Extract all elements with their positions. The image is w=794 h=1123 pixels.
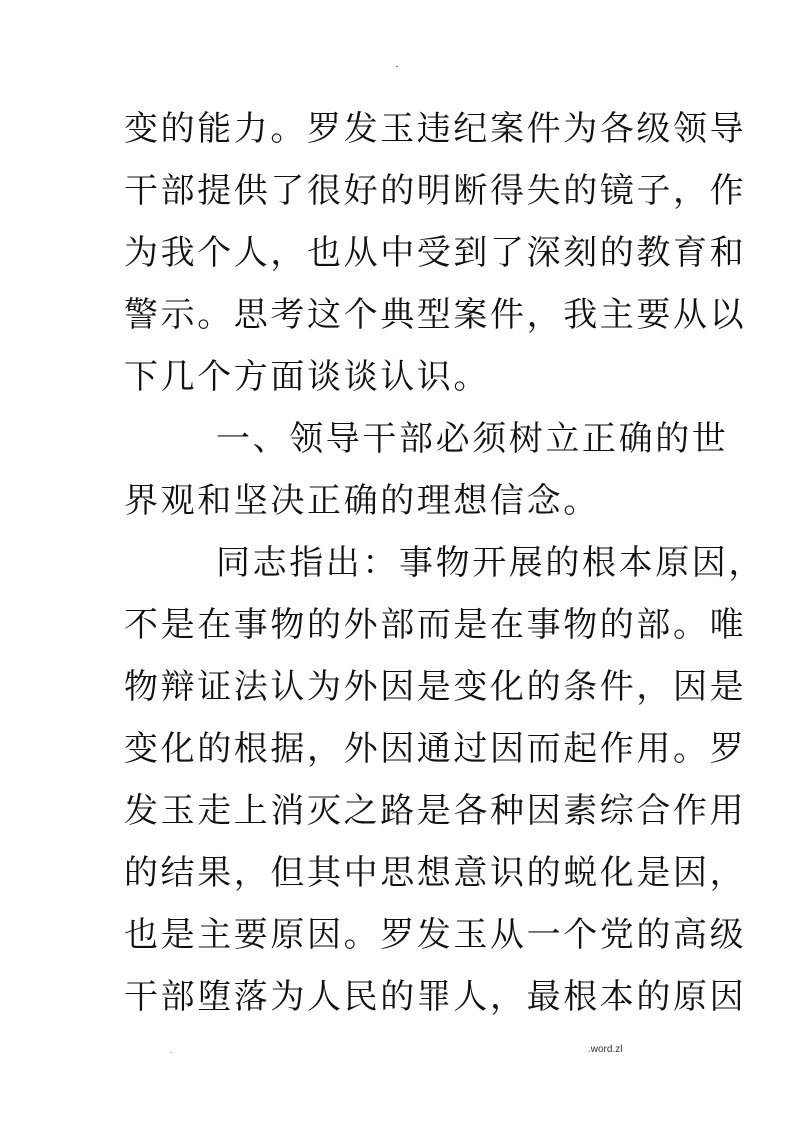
text-line: 同志指出：事物开展的根本原因，: [216, 543, 765, 583]
header-mark: -: [395, 61, 399, 71]
text-line: 变的能力。罗发玉违纪案件为各级领导: [124, 109, 747, 149]
text-line: 干部提供了很好的明断得失的镜子，作: [124, 171, 747, 211]
text-line: 为我个人，也从中受到了深刻的教育和: [124, 233, 747, 273]
text-line: 也是主要原因。罗发玉从一个党的高级: [124, 915, 747, 955]
text-line: 发玉走上消灭之路是各种因素综合作用: [124, 791, 747, 831]
text-line: 不是在事物的外部而是在事物的部。唯: [124, 605, 747, 645]
text-line: 的结果，但其中思想意识的蜕化是因，: [124, 853, 747, 893]
document-body: [124, 98, 765, 1028]
text-line: 变化的根据，外因通过因而起作用。罗: [124, 729, 747, 769]
text-line: 警示。思考这个典型案件，我主要从以: [124, 295, 747, 335]
footer-left-mark: .: [170, 1046, 173, 1055]
section-heading-line: 界观和坚决正确的理想信念。: [124, 481, 600, 521]
text-line: 下几个方面谈谈认识。: [124, 357, 490, 397]
text-line: 干部堕落为人民的罪人，最根本的原因: [124, 977, 747, 1017]
footer-watermark-text: .word.zl: [588, 1044, 623, 1055]
section-heading-line: 一、领导干部必须树立正确的世: [216, 419, 729, 459]
text-line: 物辩证法认为外因是变化的条件，因是: [124, 667, 747, 707]
